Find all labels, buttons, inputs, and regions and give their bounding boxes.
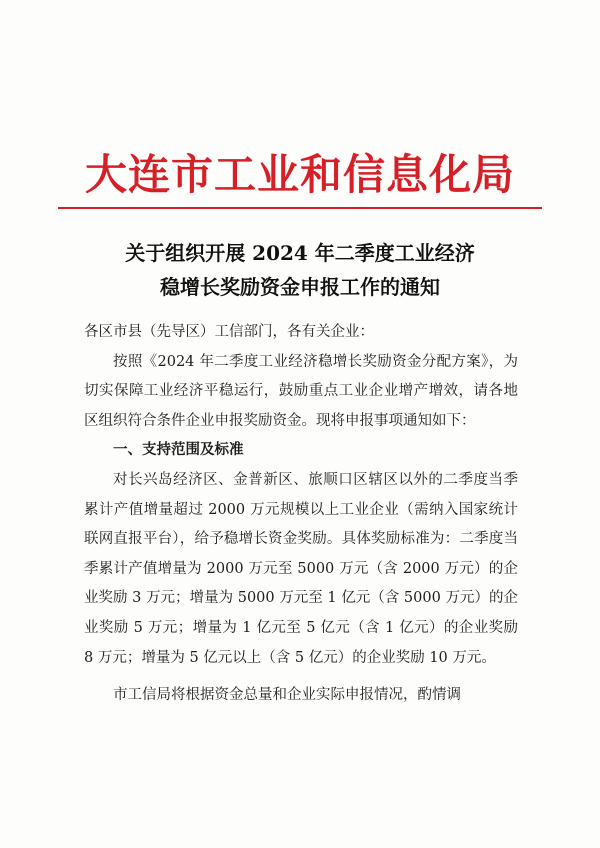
document-title [60, 236, 540, 304]
section-heading-1: 一、支持范围及标准 [113, 442, 244, 459]
document-title-line-1: 关于组织开展 2024 年二季度工业经济 [125, 241, 475, 265]
red-divider-line [58, 207, 542, 209]
intro-paragraph: 按照《2024 年二季度工业经济稳增长奖励资金分配方案》，为切实保障工业经济平稳运行，鼓励重点工业企业增产增效，请各地区组织符合条件企业申报奖励资金。现将申报事项通知如下： [84, 353, 518, 429]
salutation: 各区市县（先导区）工信部门，各有关企业： [84, 324, 374, 340]
section-1-paragraph: 对长兴岛经济区、金普新区、旅顺口区辖区以外的二季度当季累计产值增量超过 2000 万元规模以上工业企业（需纳入国家统计联网直报平台），给予稳增长资金奖励。具体奖励标准为：二季度当季累计产值增量为 2000 万元至 5000 万元（含 2000 万元）的企业奖励 3 万元；增量为 5000 万元至 1 亿元（含 5000 万元）的企业奖励 5 万元；增量为 1 亿元至 5 亿元（含 1 亿元）的企业奖励 8 万元；增量为 5 亿元以上（含 5 亿元）的企业奖励 10 万元。 [84, 471, 518, 666]
closing-paragraph: 市工信局将根据资金总量和企业实际申报情况，酌情调 [113, 687, 461, 704]
issuer-masthead: 大连市工业和信息化局 [84, 150, 515, 199]
document-body [84, 318, 518, 711]
document-title-line-2: 稳增长奖励资金申报工作的通知 [160, 275, 440, 299]
